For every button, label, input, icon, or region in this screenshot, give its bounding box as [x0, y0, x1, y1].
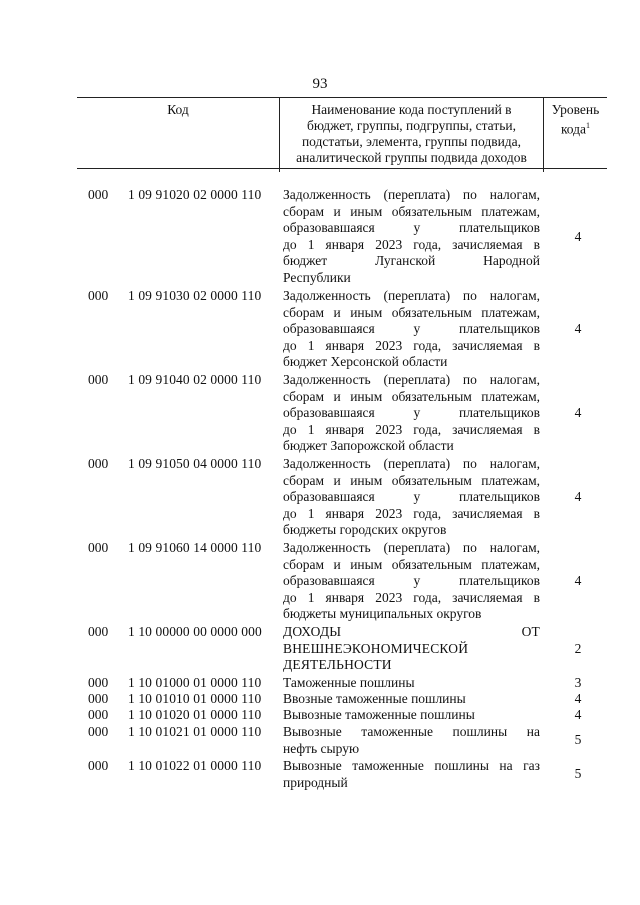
revenue-name-line: до 1 января 2023 года, зачисляемая в	[283, 589, 540, 605]
revenue-name	[283, 707, 540, 724]
revenue-name-line: ВНЕШНЕЭКОНОМИЧЕСКОЙ	[283, 640, 469, 656]
revenue-code: 1 09 91060 14 0000 110	[128, 540, 262, 555]
level-value: 4	[574, 405, 582, 420]
revenue-name	[283, 758, 540, 791]
level-value: 4	[574, 321, 582, 336]
revenue-name	[283, 691, 540, 708]
revenue-name-line: природный	[283, 774, 348, 790]
revenue-code: 1 09 91050 04 0000 110	[128, 456, 262, 471]
header-level-line2	[544, 118, 607, 138]
revenue-name	[283, 540, 540, 623]
revenue-name	[283, 187, 540, 287]
revenue-name-line: бюджет Херсонской области	[283, 354, 448, 370]
admin-code: 000	[88, 724, 109, 739]
admin-code: 000	[88, 372, 109, 387]
admin-code: 000	[88, 540, 109, 555]
revenue-name-line: образовавшаяся у плательщиков	[283, 405, 540, 421]
level-value: 4	[574, 573, 582, 588]
revenue-code: 1 10 01000 01 0000 110	[128, 675, 262, 690]
revenue-name	[283, 372, 540, 455]
revenue-code: 1 10 01021 01 0000 110	[128, 724, 262, 739]
revenue-name	[283, 288, 540, 371]
table-header	[77, 97, 607, 169]
revenue-code: 1 09 91040 02 0000 110	[128, 372, 262, 387]
revenue-name-line: Ввозные таможенные пошлины	[283, 691, 466, 706]
revenue-name-line: Вывозные таможенные пошлины на	[283, 724, 540, 739]
revenue-name	[283, 724, 540, 757]
revenue-name	[283, 675, 540, 692]
revenue-name-line: сборам и иным обязательным платежам,	[283, 556, 540, 572]
revenue-name-line: нефть сырую	[283, 740, 360, 756]
revenue-name-line: образовавшаяся у плательщиков	[283, 321, 540, 337]
revenue-name-line: образовавшаяся у плательщиков	[283, 489, 540, 505]
admin-code: 000	[88, 624, 109, 639]
revenue-code: 1 09 91030 02 0000 110	[128, 288, 262, 303]
revenue-name-line: Республики	[283, 269, 351, 285]
revenue-name	[283, 624, 540, 674]
revenue-name-line: сборам и иным обязательным платежам,	[283, 472, 540, 488]
revenue-name-line: образовавшаяся у плательщиков	[283, 573, 540, 589]
revenue-code: 1 10 01020 01 0000 110	[128, 707, 262, 722]
revenue-name-line: ДОХОДЫ ОТ	[283, 624, 540, 639]
level-value: 5	[574, 766, 582, 781]
revenue-name-line: бюджет Луганской Народной	[283, 253, 540, 269]
footnote-marker: 1	[586, 121, 591, 130]
revenue-name-line: Задолженность (переплата) по налогам,	[283, 540, 540, 555]
revenue-name-line: образовавшаяся у плательщиков	[283, 220, 540, 236]
level-value: 4	[574, 691, 582, 706]
header-name	[280, 98, 544, 172]
header-name-line: Наименование кода поступлений в	[311, 102, 512, 117]
admin-code: 000	[88, 675, 109, 690]
admin-code: 000	[88, 187, 109, 202]
revenue-name-line: Задолженность (переплата) по налогам,	[283, 372, 540, 387]
header-level-line1: Уровень	[551, 102, 600, 117]
revenue-name-line: сборам и иным обязательным платежам,	[283, 304, 540, 320]
revenue-code: 1 10 01022 01 0000 110	[128, 758, 262, 773]
admin-code: 000	[88, 288, 109, 303]
admin-code: 000	[88, 758, 109, 773]
revenue-name-line: бюджеты муниципальных округов	[283, 606, 482, 622]
revenue-name-line: сборам и иным обязательным платежам,	[283, 388, 540, 404]
revenue-code: 1 10 01010 01 0000 110	[128, 691, 262, 706]
revenue-code: 1 10 00000 00 0000 000	[128, 624, 262, 639]
admin-code: 000	[88, 456, 109, 471]
level-value: 4	[574, 489, 582, 504]
page-number: 93	[312, 76, 328, 92]
admin-code: 000	[88, 691, 109, 706]
revenue-name-line: бюджеты городских округов	[283, 522, 447, 538]
level-value: 5	[574, 732, 582, 747]
revenue-name-line: до 1 января 2023 года, зачисляемая в	[283, 236, 540, 252]
header-level	[544, 98, 607, 172]
header-name-line: аналитической группы подвида доходов	[296, 150, 527, 165]
level-value: 4	[574, 707, 582, 722]
admin-code: 000	[88, 707, 109, 722]
header-level-text: кода	[560, 121, 587, 137]
revenue-name-line: бюджет Запорожской области	[283, 438, 454, 454]
header-code: Код	[77, 98, 280, 172]
revenue-name-line: Задолженность (переплата) по налогам,	[283, 456, 540, 471]
revenue-name-line: до 1 января 2023 года, зачисляемая в	[283, 337, 540, 353]
revenue-name-line: до 1 января 2023 года, зачисляемая в	[283, 421, 540, 437]
revenue-name-line: Задолженность (переплата) по налогам,	[283, 288, 540, 303]
level-value: 2	[574, 641, 582, 656]
level-value: 3	[574, 675, 582, 690]
header-name-line: бюджет, группы, подгруппы, статьи,	[307, 118, 516, 133]
revenue-name-line: сборам и иным обязательным платежам,	[283, 203, 540, 219]
revenue-name-line: ДЕЯТЕЛЬНОСТИ	[283, 657, 392, 673]
revenue-name-line: Задолженность (переплата) по налогам,	[283, 187, 540, 202]
revenue-code: 1 09 91020 02 0000 110	[128, 187, 262, 202]
revenue-name	[283, 456, 540, 539]
revenue-name-line: Вывозные таможенные пошлины	[283, 707, 475, 722]
revenue-name-line: до 1 января 2023 года, зачисляемая в	[283, 505, 540, 521]
revenue-name-line: Вывозные таможенные пошлины на газ	[283, 758, 540, 773]
header-name-line: подстатьи, элемента, группы подвида,	[301, 134, 522, 149]
revenue-name-line: Таможенные пошлины	[283, 675, 415, 690]
level-value: 4	[574, 229, 582, 244]
